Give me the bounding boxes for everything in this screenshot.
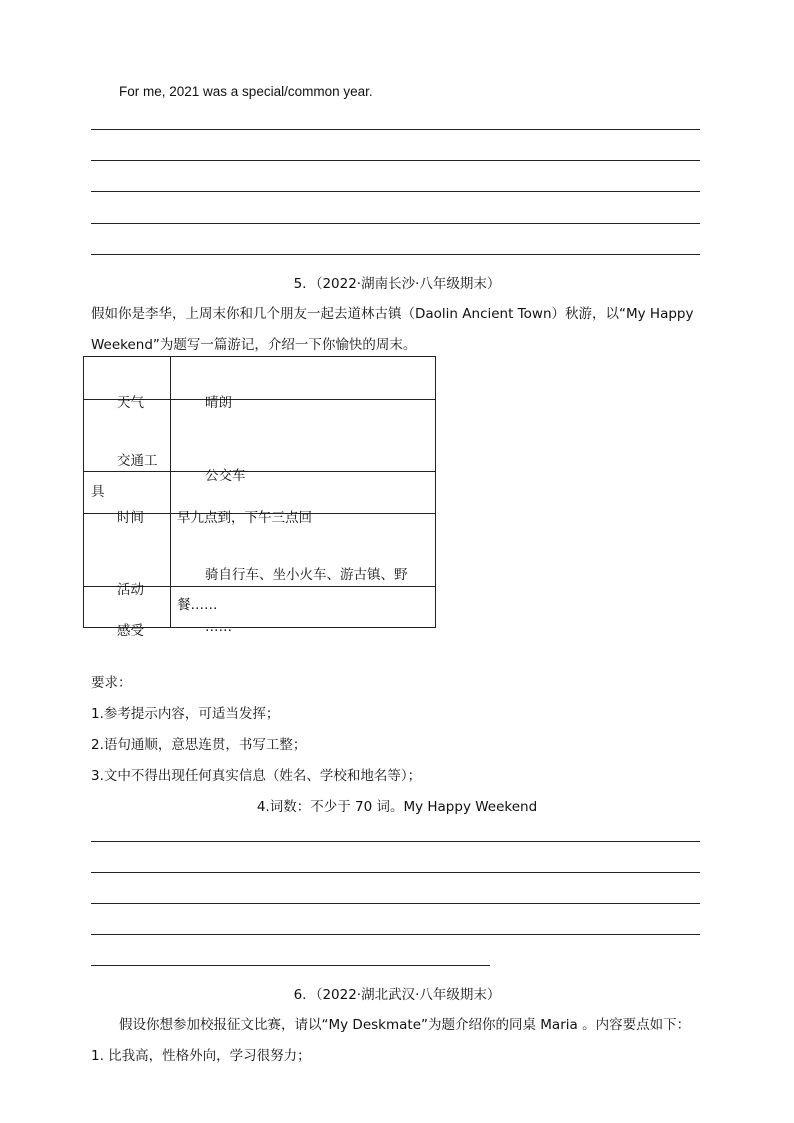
intro-sentence: For me, 2021 was a special/common year. [119,84,373,99]
answer-line [91,934,700,935]
table-key: 时间 [117,509,144,526]
table-value: 餐…… [177,597,218,613]
q6-point1: 1. 比我高，性格外向，学习很努力； [91,1048,311,1064]
table-value: 晴朗 [205,395,232,411]
requirement-item: 2.语句通顺，意思连贯，书写工整； [91,737,307,753]
table-key: 天气 [117,395,144,411]
answer-line [91,965,490,966]
table-row [84,472,436,514]
table-value: …… [205,619,232,635]
table-value: 早九点到，下午三点回 [177,509,312,526]
hint-table [83,356,436,639]
requirement-item: 1.参考提示内容，可适当发挥； [91,706,280,722]
answer-line [91,160,700,161]
answer-line [91,903,700,904]
answer-line [91,191,700,192]
table-key: 感受 [117,623,144,639]
answer-line [91,223,700,224]
table-value: 公交车 [205,467,246,484]
q5-prompt-line1: 假如你是李华，上周末你和几个朋友一起去道林古镇（Daolin Ancient Town）秋游，以“My Happy [91,306,694,322]
table-row [84,357,436,400]
requirements-title: 要求： [91,675,132,691]
table-key: 具 [91,483,105,500]
answer-line [91,129,700,130]
requirement-item: 3.文中不得出现任何真实信息（姓名、学校和地名等）； [91,768,422,784]
q5-prompt-line2: Weekend”为题写一篇游记，介绍一下你愉快的周末。 [91,337,417,353]
answer-line [91,254,700,255]
answer-line [91,841,700,842]
table-key: 交通工 [117,452,158,469]
table-key: 活动 [117,582,144,598]
requirement-item: 4.词数：不少于 70 词。My Happy Weekend [256,799,538,815]
q6-prompt-line1: 假设你想参加校报征文比赛，请以“My Deskmate”为题介绍你的同桌 Maria 。内容要点如下： [119,1017,691,1033]
q5-heading: 5．（2022·湖南长沙·八年级期末） [293,276,501,292]
q6-heading: 6．（2022·湖北武汉·八年级期末） [293,987,501,1003]
table-value: 骑自行车、坐小火车、游古镇、野 [205,567,408,583]
answer-line [91,872,700,873]
